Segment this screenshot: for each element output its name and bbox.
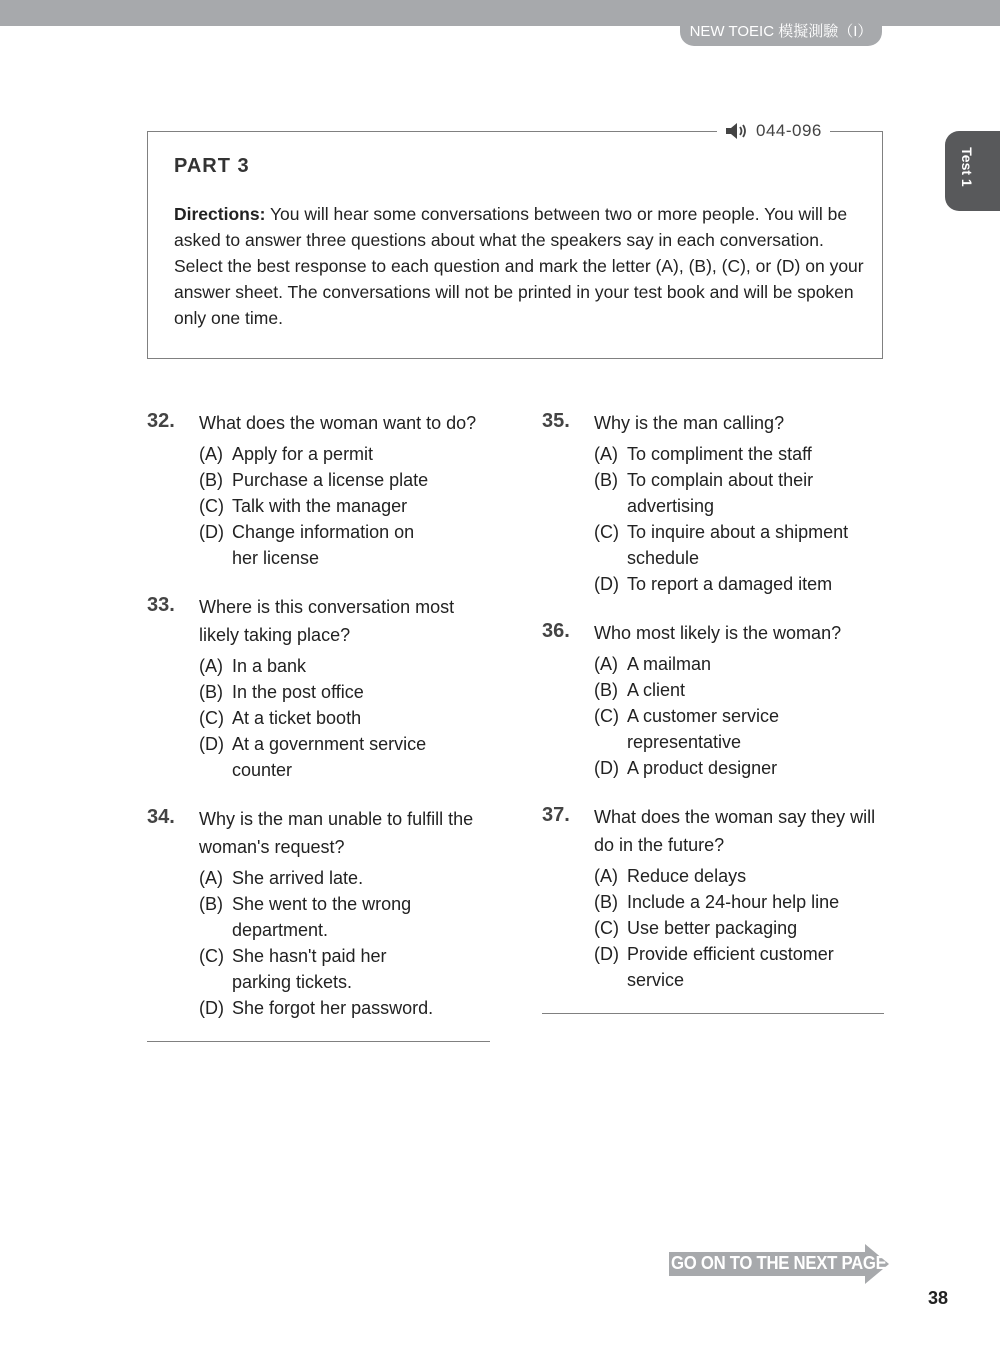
option: (B) To complain about their advertising xyxy=(594,470,814,516)
question-35 xyxy=(542,409,887,597)
option: (A) A mailman xyxy=(594,654,712,674)
option: (D) Change information on her license xyxy=(199,522,415,568)
option: (B) Purchase a license plate xyxy=(199,470,429,490)
side-tab-label: Test 1 xyxy=(959,147,975,187)
question-number: 35. xyxy=(542,410,570,432)
option: (B) In the post office xyxy=(199,682,364,702)
option: (B) Include a 24-hour help line xyxy=(594,892,840,912)
option: (C) At a ticket booth xyxy=(199,708,362,728)
option: (C) Use better packaging xyxy=(594,918,798,938)
question-text: Who most likely is the woman? xyxy=(594,623,842,643)
option: (D) At a government service counter xyxy=(199,734,427,780)
part-title: PART 3 xyxy=(174,155,250,177)
option: (A) To compliment the staff xyxy=(594,444,812,464)
question-text: Why is the man calling? xyxy=(594,413,785,433)
option: (D) She forgot her password. xyxy=(199,998,434,1018)
option: (A) In a bank xyxy=(199,656,307,676)
question-36 xyxy=(542,619,887,781)
question-number: 34. xyxy=(147,806,175,828)
option: (A) Apply for a permit xyxy=(199,444,374,464)
option: (B) A client xyxy=(594,680,686,700)
option: (B) She went to the wrong department. xyxy=(199,894,412,940)
option: (A) Reduce delays xyxy=(594,866,747,886)
option: (C) A customer service representative xyxy=(594,706,780,752)
speaker-icon xyxy=(725,122,751,140)
audio-track-ref xyxy=(717,120,830,142)
question-number: 32. xyxy=(147,410,175,432)
header-title: NEW TOEIC 模擬測驗（I） xyxy=(680,18,882,46)
option: (D) A product designer xyxy=(594,758,778,778)
column-divider xyxy=(147,1041,490,1042)
option: (A) She arrived late. xyxy=(199,868,364,888)
page-number: 38 xyxy=(927,1288,949,1308)
question-32 xyxy=(147,409,492,571)
question-text: What does the woman say they will do in the future? xyxy=(594,807,876,855)
question-text: What does the woman want to do? xyxy=(199,413,477,433)
next-page-label: GO ON TO THE NEXT PAGE xyxy=(671,1253,887,1273)
audio-track-range: 044-096 xyxy=(756,121,822,140)
directions-label: Directions: xyxy=(174,204,266,224)
question-text: Why is the man unable to fulfill the woman's request? xyxy=(199,809,474,857)
option: (D) Provide efficient customer service xyxy=(594,944,834,990)
option: (C) She hasn't paid her parking tickets. xyxy=(199,946,387,992)
question-34 xyxy=(147,805,492,1021)
question-33 xyxy=(147,593,477,783)
question-text: Where is this conversation most likely taking place? xyxy=(199,597,455,645)
question-number: 37. xyxy=(542,804,570,826)
question-number: 36. xyxy=(542,620,570,642)
option: (C) To inquire about a shipment schedule xyxy=(594,522,849,568)
directions-text xyxy=(174,201,864,331)
option: (C) Talk with the manager xyxy=(199,496,408,516)
question-37 xyxy=(542,803,887,993)
question-number: 33. xyxy=(147,594,175,616)
column-divider xyxy=(542,1013,884,1014)
directions-body: You will hear some conversations between two or more people. You will be asked to answer three questions about what the speakers say in each conversation. Select the best response to each question and mark the letter (A), (B), (C), or (D) on your answer sheet. The conversations will not be printed in your test book and will be spoken only one time. xyxy=(174,204,864,328)
option: (D) To report a damaged item xyxy=(594,574,833,594)
